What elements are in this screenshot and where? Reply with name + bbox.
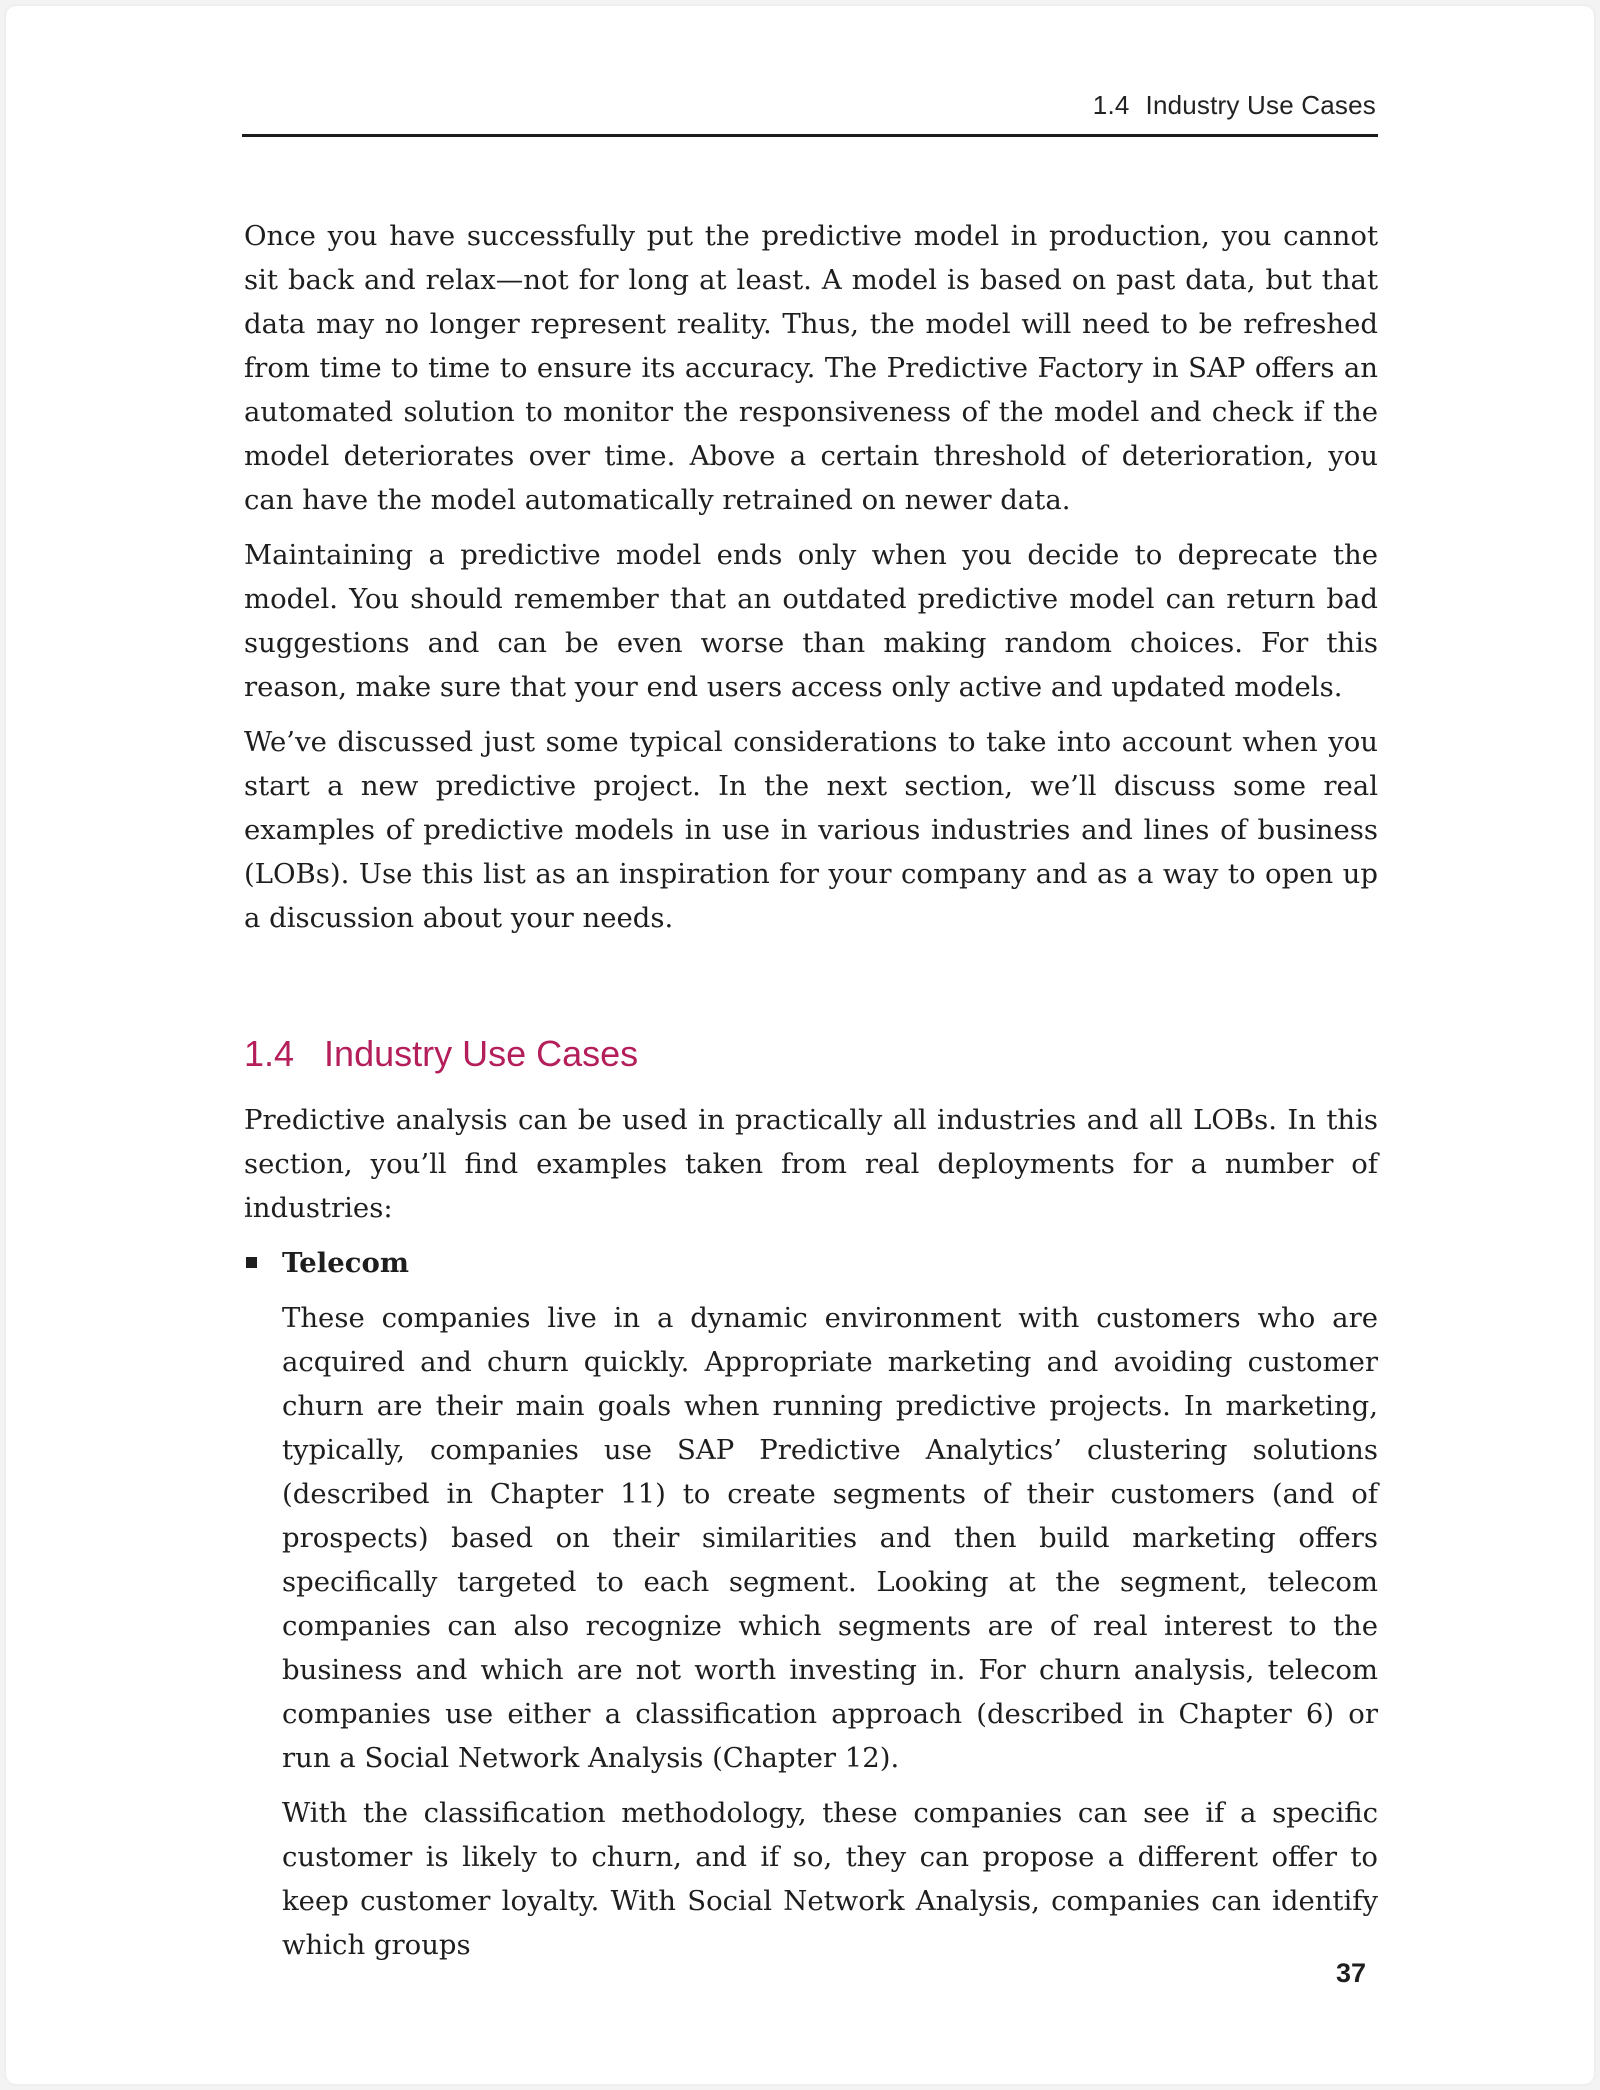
section-intro: Predictive analysis can be used in practically all industries and all LOBs. In this section, you’ll find examples taken from real deployments for a number of industries: [244, 1104, 1378, 1224]
bullet-item-telecom [244, 1241, 1378, 1967]
running-head-section-number: 1.4 [1092, 90, 1130, 120]
section-title: Industry Use Cases [324, 1033, 639, 1074]
section-number: 1.4 [244, 1033, 295, 1074]
page-number: 37 [1335, 1958, 1366, 1988]
body-text [244, 214, 1378, 1978]
paragraph: Maintaining a predictive model ends only when you decide to deprecate the model. You should remember that an outdated predictive model can return bad suggestions and can be even worse than making random choices. For this reason, make sure that your end users access only active and updated models. [244, 539, 1378, 703]
bullet-paragraph: With the classification methodology, these companies can see if a specific customer is likely to churn, and if so, they can propose a different offer to keep customer loyalty. With Social Network Analysis, companies can identify which groups [282, 1797, 1378, 1961]
running-head-text [1093, 90, 1376, 121]
bullet-paragraph: These companies live in a dynamic environment with customers who are acquired and churn quickly. Appropriate marketing and avoiding customer churn are their main goals when running predictive projects. In marketing, typically, companies use SAP Predictive Analytics’ clustering solutions (described in Chapter 11) to create segments of their customers (and of prospects) based on their similarities and then build marketing offers specifically targeted to each segment. Looking at the segment, telecom companies can also recognize which segments are of real interest to the business and which are not worth investing in. For churn analysis, telecom companies use either a classification approach (described in Chapter 6) or run a Social Network Analysis (Chapter 12). [282, 1302, 1378, 1774]
book-page [6, 6, 1594, 2084]
running-head [242, 86, 1378, 137]
paragraph: Once you have successfully put the predictive model in production, you cannot sit back and relax—not for long at least. A model is based on past data, but that data may no longer represent reality. Thus, the model will need to be refreshed from time to time to ensure its accuracy. The Predictive Factory in SAP offers an automated solution to monitor the responsiveness of the model and check if the model deteriorates over time. Above a certain threshold of deterioration, you can have the model automatically retrained on newer data. [244, 220, 1378, 516]
square-bullet-icon [246, 1257, 257, 1268]
section-heading [244, 1032, 1378, 1076]
running-head-section-title: Industry Use Cases [1145, 90, 1376, 120]
paragraph: We’ve discussed just some typical considerations to take into account when you start a new predictive project. In the next section, we’ll discuss some real examples of predictive models in use in various industries and lines of business (LOBs). Use this list as an inspiration for your company and as a way to open up a discussion about your needs. [244, 726, 1378, 934]
bullet-title: Telecom [282, 1247, 409, 1279]
